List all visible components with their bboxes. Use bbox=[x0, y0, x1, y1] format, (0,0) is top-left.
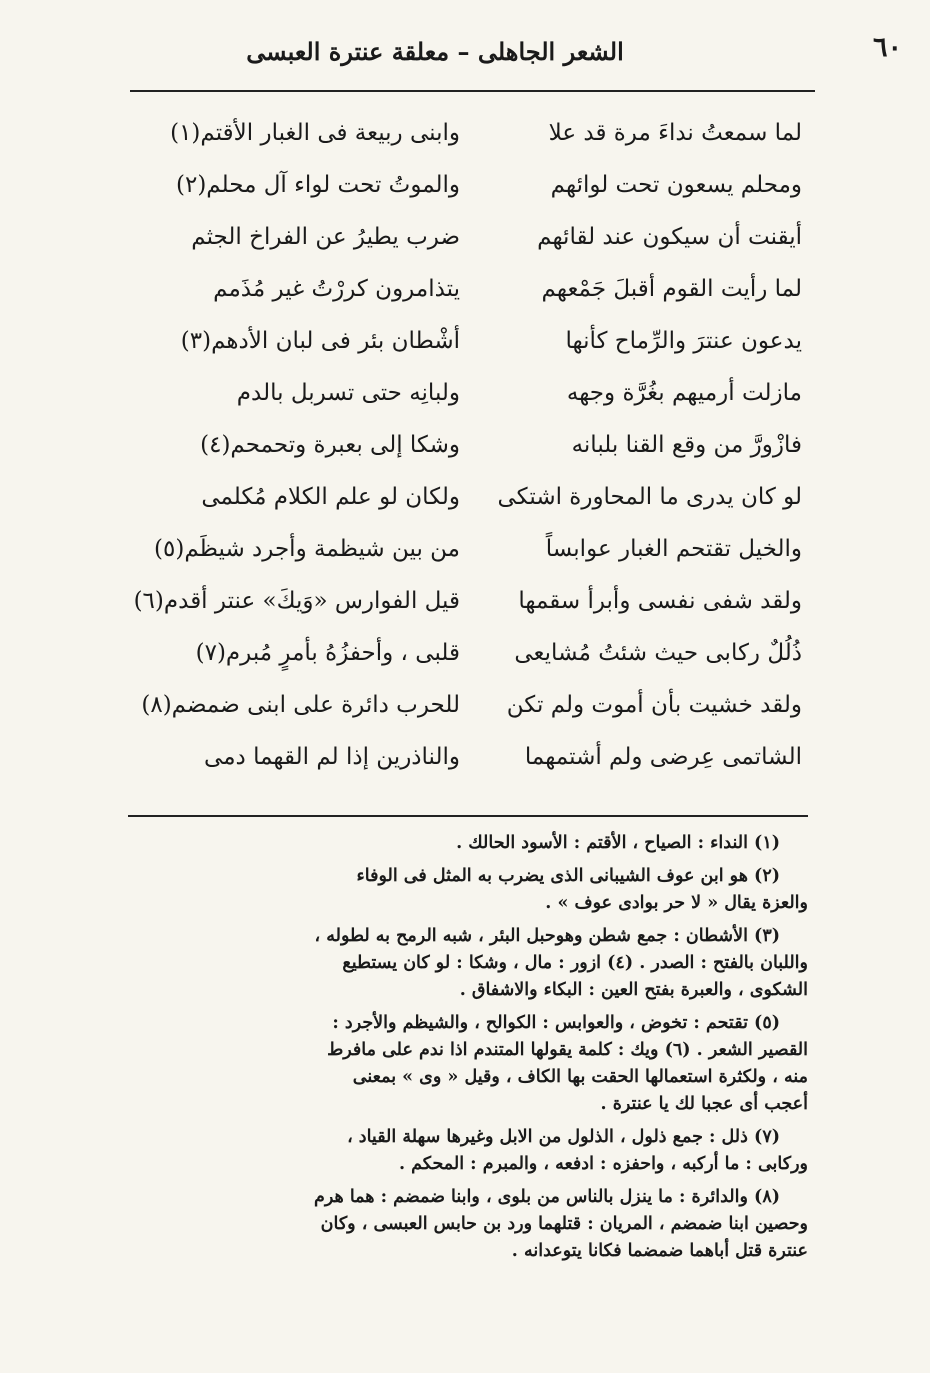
first-hemistich: والخيل تقتحم الغبار عوابساً bbox=[545, 536, 802, 562]
footnote-line: منه ، ولكثرة استعمالها الحقت بها الكاف ، وقيل « وى » بمعنى bbox=[352, 1067, 808, 1087]
footnote-line: القصير الشعر . (٦) ويك : كلمة يقولها المتندم اذا ندم على مافرط bbox=[327, 1040, 808, 1060]
verse bbox=[130, 736, 802, 788]
second-hemistich: قيل الفوارس «وَيكَ» عنتر أقدم(٦) bbox=[133, 588, 460, 614]
footnote-line: (٣) الأشطان : جمع شطن وهوحبل البئر ، شبه الرمح به لطوله ، bbox=[314, 926, 780, 946]
verse bbox=[130, 320, 802, 372]
footnote-line: (٧) ذلل : جمع ذلول ، الذلول من الابل وغيرها سهلة القياد ، bbox=[347, 1127, 780, 1147]
footnote-line: والعزة يقال « لا حر بوادى عوف » . bbox=[545, 893, 808, 913]
verse bbox=[130, 476, 802, 528]
verse bbox=[130, 528, 802, 580]
second-hemistich: والناذرين إذا لم القهما دمى bbox=[204, 744, 460, 770]
second-hemistich: والموتُ تحت لواء آل محلم(٢) bbox=[175, 172, 460, 198]
second-hemistich: ولبانِه حتى تسربل بالدم bbox=[236, 380, 460, 406]
second-hemistich: وشكا إلى بعبرة وتحمحم(٤) bbox=[200, 432, 460, 458]
footnote-line: واللبان بالفتح : الصدر . (٤) ازور : مال ، وشكا : لو كان يستطيع bbox=[342, 953, 808, 973]
footnote bbox=[128, 1124, 808, 1178]
second-hemistich: من بين شيظمة وأجرد شيظَم(٥) bbox=[154, 536, 460, 562]
verse bbox=[130, 424, 802, 476]
verse bbox=[130, 216, 802, 268]
first-hemistich: أيقنت أن سيكون عند لقائهم bbox=[537, 224, 802, 250]
footnote bbox=[128, 863, 808, 917]
first-hemistich: الشاتمى عِرضى ولم أشتمهما bbox=[524, 744, 802, 770]
verse bbox=[130, 268, 802, 320]
second-hemistich: يتذامرون كررْتُ غير مُذَمم bbox=[213, 276, 460, 302]
verse bbox=[130, 164, 802, 216]
first-hemistich: فازْورَّ من وقع القنا بلبانه bbox=[571, 432, 802, 458]
footnote-line: وحصين ابنا ضمضم ، المريان : قتلهما ورد بن حابس العبسى ، وكان bbox=[320, 1214, 808, 1234]
second-hemistich: ولكان لو علم الكلام مُكلمى bbox=[201, 484, 460, 510]
verse bbox=[130, 580, 802, 632]
first-hemistich: لو كان يدرى ما المحاورة اشتكى bbox=[497, 484, 802, 510]
first-hemistich: ولقد خشيت بأن أموت ولم تكن bbox=[506, 692, 802, 718]
first-hemistich: ذُلُلٌ ركابى حيث شئتُ مُشايعى bbox=[514, 640, 802, 666]
footnote-line: أعجب أى عجبا لك يا عنترة . bbox=[600, 1094, 808, 1114]
footnote-rule bbox=[128, 815, 808, 817]
footnote bbox=[128, 1184, 808, 1265]
footnote-line: عنترة قتل أباهما ضمضما فكانا يتوعدانه . bbox=[511, 1241, 808, 1261]
footnote bbox=[128, 923, 808, 1004]
footnote-line: الشكوى ، والعبرة بفتح العين : البكاء والاشفاق . bbox=[459, 980, 808, 1000]
first-hemistich: يدعون عنترَ والرِّماح كأنها bbox=[565, 328, 802, 354]
first-hemistich: ومحلم يسعون تحت لوائهم bbox=[550, 172, 802, 198]
footnote-line: وركابى : ما أركبه ، واحفزه : ادفعه ، والمبرم : المحكم . bbox=[398, 1154, 808, 1174]
verse bbox=[130, 112, 802, 164]
footnote-line: (٨) والدائرة : ما ينزل بالناس من بلوى ، وابنا ضمضم : هما هرم bbox=[314, 1187, 780, 1207]
footnote bbox=[128, 830, 808, 857]
footnote-line: (٥) تقتحم : تخوض ، والعوابس : الكوالح ، والشيظم والأجرد : bbox=[332, 1013, 780, 1033]
first-hemistich: لما رأيت القوم أقبلَ جَمْعهم bbox=[541, 276, 802, 302]
second-hemistich: أشْطان بئر فى لبان الأدهم(٣) bbox=[180, 328, 460, 354]
second-hemistich: للحرب دائرة على ابنى ضمضم(٨) bbox=[141, 692, 460, 718]
footnotes bbox=[128, 830, 808, 1271]
verse bbox=[130, 684, 802, 736]
footnote-line: (٢) هو ابن عوف الشيبانى الذى يضرب به المثل فى الوفاء bbox=[356, 866, 780, 886]
second-hemistich: وابنى ربيعة فى الغبار الأقتم(١) bbox=[170, 120, 460, 146]
second-hemistich: ضرب يطيرُ عن الفراخ الجثم bbox=[191, 224, 460, 250]
page-number: ٦٠ bbox=[872, 32, 902, 63]
second-hemistich: قلبى ، وأحفزُهُ بأمرٍ مُبرم(٧) bbox=[195, 640, 460, 666]
poem bbox=[130, 112, 802, 788]
first-hemistich: لما سمعتُ نداءَ مرة قد علا bbox=[548, 120, 802, 146]
page-header bbox=[110, 30, 902, 78]
footnote-line: (١) النداء : الصياح ، الأقتم : الأسود الحالك . bbox=[456, 833, 780, 853]
running-title: الشعر الجاهلى – معلقة عنترة العبسى bbox=[246, 37, 624, 66]
header-rule bbox=[130, 90, 815, 92]
verse bbox=[130, 632, 802, 684]
first-hemistich: ولقد شفى نفسى وأبرأ سقمها bbox=[518, 588, 802, 614]
first-hemistich: مازلت أرميهم بغُرَّة وجهه bbox=[566, 380, 802, 406]
verse bbox=[130, 372, 802, 424]
footnote bbox=[128, 1010, 808, 1118]
